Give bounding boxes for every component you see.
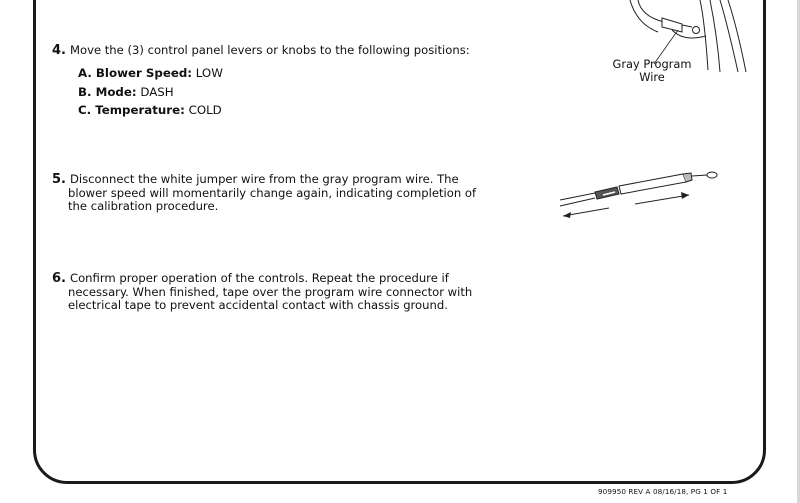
step-5-line-3: the calibration procedure.	[68, 199, 219, 213]
position-label: C. Temperature:	[78, 103, 185, 117]
position-value: LOW	[195, 66, 223, 80]
step-6-number: 6.	[52, 271, 66, 286]
step-6	[52, 272, 472, 313]
document-footer: 909950 REV A 08/16/18, PG 1 OF 1	[598, 487, 728, 496]
step-6-line-2: necessary. When finished, tape over the program wire connector with	[68, 284, 473, 299]
position-blower-speed	[78, 64, 223, 83]
position-value: DASH	[140, 84, 174, 99]
step-6-line-1: Confirm proper operation of the controls. Repeat the procedure if	[69, 271, 449, 285]
step-4	[52, 44, 470, 58]
position-label: A. Blower Speed:	[78, 66, 193, 80]
wire-disconnect-illustration	[555, 170, 730, 225]
step-5-line-2: blower speed will momentarily change again, indicating completion of	[68, 185, 477, 200]
position-value: COLD	[188, 103, 222, 117]
callout-line-1: Gray Program	[612, 57, 692, 71]
callout-line-2: Wire	[639, 70, 665, 84]
position-mode	[78, 83, 223, 102]
step-6-line-3: electrical tape to prevent accidental contact with chassis ground.	[68, 298, 448, 312]
position-label: B. Mode:	[78, 84, 137, 99]
position-temperature	[78, 101, 223, 120]
step-5	[52, 173, 476, 214]
step-4-number: 4.	[52, 43, 66, 58]
step-4-text: Move the (3) control panel levers or knobs to the following positions:	[69, 43, 470, 57]
step-5-number: 5.	[52, 172, 66, 187]
control-positions-list	[78, 64, 223, 120]
step-5-line-1: Disconnect the white jumper wire from the gray program wire. The	[69, 172, 459, 186]
gray-program-wire-callout	[604, 58, 700, 84]
